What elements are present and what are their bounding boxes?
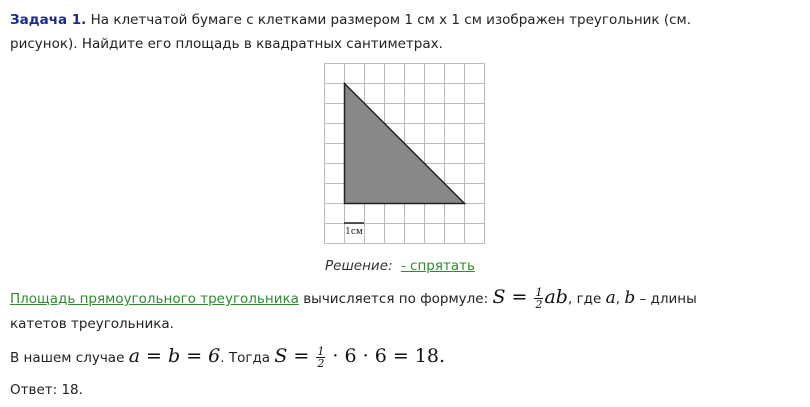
problem-text-1: На клетчатой бумаге с клетками размером 1 см х 1 см изображен треугольник (см. <box>90 12 692 28</box>
var-a: a <box>605 288 616 308</box>
answer: Ответ: 18. <box>10 382 83 398</box>
scale-bar <box>344 223 364 237</box>
solution-header <box>325 258 475 274</box>
problem-line-1 <box>10 12 691 28</box>
area-formula: S = $\frac{1}{2}$ ab <box>492 285 568 311</box>
solution-line-2: катетов треугольника. <box>10 316 174 332</box>
var-b: b <box>624 288 636 308</box>
scale-label: 1см <box>345 227 363 237</box>
triangle-area-link[interactable]: Площадь прямоугольного треугольника <box>10 291 299 307</box>
grid-figure <box>323 62 487 246</box>
problem-title: Задача 1. <box>10 12 87 28</box>
hide-solution-link[interactable]: - спрятать <box>400 258 475 274</box>
formula-intro: вычисляется по формуле: <box>298 291 493 307</box>
calc-formula: S = $\frac{1}{2}$ · 6 · 6 = 18. <box>274 344 446 370</box>
solution-line-1: Площадь прямоугольного треугольника вычисляется по формуле: S = $\frac{1}{2}$ ab, где a, b – длины <box>10 285 697 311</box>
solution-label: Решение: <box>325 258 393 274</box>
case-equation: a = b = 6 <box>128 345 221 367</box>
solution-line-3: В нашем случае a = b = 6. Тогда S = $\frac{1}{2}$ · 6 · 6 = 18. <box>10 344 446 370</box>
problem-text-2: рисунок). Найдите его площадь в квадратных сантиметрах. <box>10 36 443 52</box>
